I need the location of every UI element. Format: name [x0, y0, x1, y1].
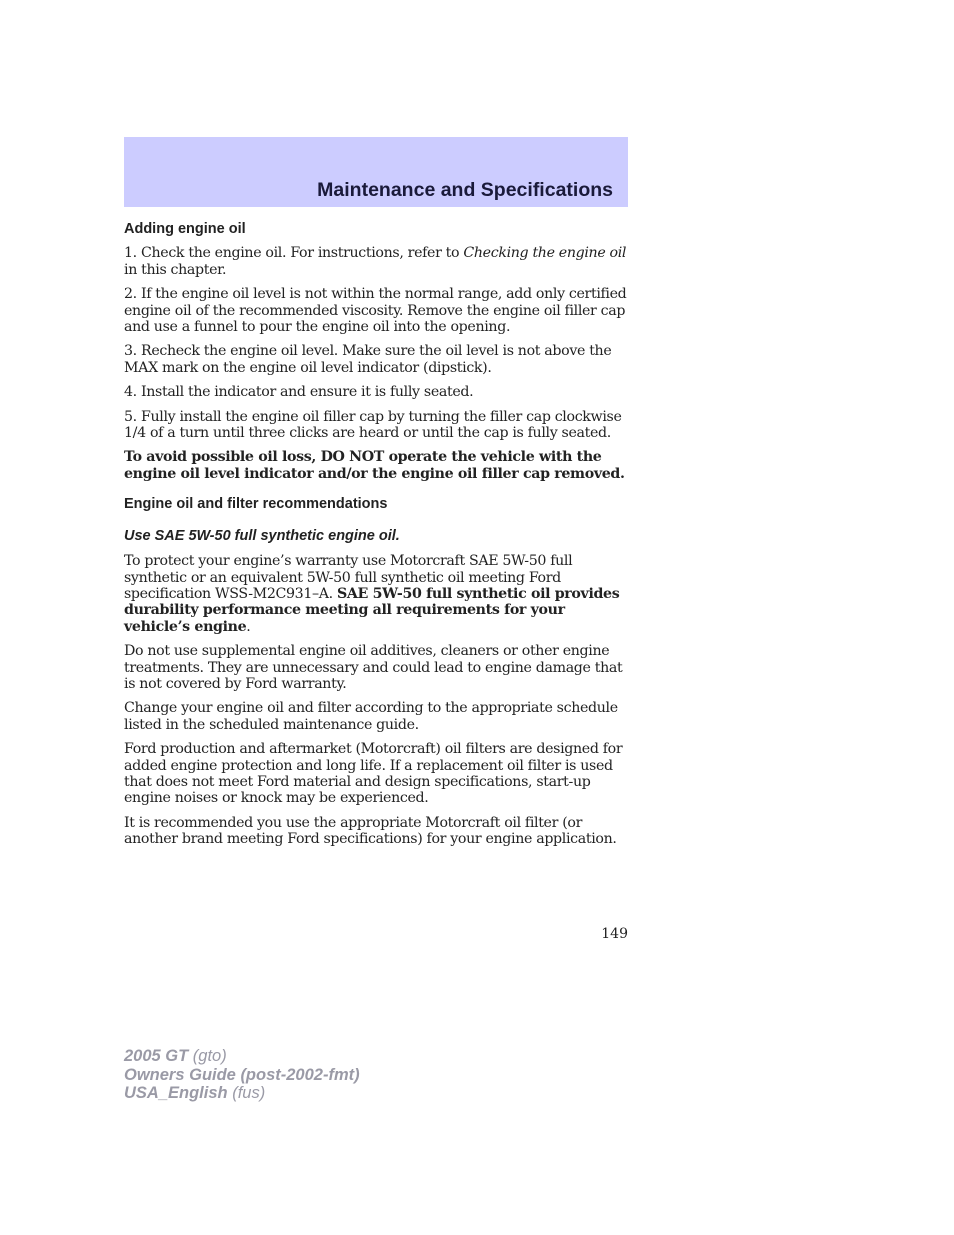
footer-language: USA_English: [124, 1084, 228, 1102]
paragraph-warranty-end: .: [246, 618, 251, 635]
section-header-band: [124, 137, 628, 207]
paragraph-warranty-text: To protect your engine’s warranty use Motorcraft SAE 5W-50 full synthetic or an equivalent 5W-50 full synthetic oil meeting Ford specification WSS-M2C931–A.: [124, 553, 573, 602]
footer-guide: Owners Guide (post-2002-fmt): [124, 1065, 360, 1084]
warning-text: To avoid possible oil loss, DO NOT operate the vehicle with the engine oil level indicator and/or the engine oil filler cap removed.: [124, 449, 625, 482]
paragraph-warranty-bold: SAE 5W-50 full synthetic oil provides durability performance meeting all requirements for your vehicle’s engine: [124, 585, 620, 635]
paragraph-schedule: Change your engine oil and filter according to the appropriate schedule listed in the scheduled maintenance guide.: [124, 700, 618, 733]
paragraph-recommendation: It is recommended you use the appropriate Motorcraft oil filter (or another brand meeting Ford specifications) for your engine application.: [124, 814, 617, 848]
step-1: [124, 245, 628, 278]
subheading-oil-filter-recommendations: Engine oil and filter recommendations: [124, 496, 388, 513]
footer-line-2: [124, 1066, 360, 1085]
step-1-reference: Checking the engine oil: [463, 245, 627, 262]
document-footer: [124, 1047, 360, 1103]
oil-callout: Use SAE 5W-50 full synthetic engine oil.: [124, 527, 400, 544]
step-5: 5. Fully install the engine oil filler cap by turning the filler cap clockwise 1/4 of a turn until three clicks are heard or until the cap is fully seated.: [124, 408, 622, 442]
paragraph-filters: Ford production and aftermarket (Motorcraft) oil filters are designed for added engine protection and long life. If a replacement oil filter is used that does not meet Ford material and design specifications, start-up engine noises or knock may be experienced.: [124, 741, 623, 807]
paragraph-additives: Do not use supplemental engine oil additives, cleaners or other engine treatments. They are unnecessary and could lead to engine damage that is not covered by Ford warranty.: [124, 643, 623, 692]
footer-line-1: [124, 1047, 360, 1066]
footer-model-code: (gto): [188, 1047, 227, 1065]
paragraph-warranty: [124, 553, 628, 635]
footer-line-3: [124, 1084, 360, 1103]
footer-model: 2005 GT: [124, 1047, 189, 1065]
step-2: 2. If the engine oil level is not within the normal range, add only certified engine oil of the recommended viscosity. Remove the engine oil filler cap and use a funnel to pour the engine oil into the opening.: [124, 286, 627, 336]
step-1-text: 1. Check the engine oil. For instructions, refer to: [124, 245, 464, 262]
step-4: 4. Install the indicator and ensure it is fully seated.: [124, 384, 474, 401]
step-1-text-end: in this chapter.: [124, 261, 227, 278]
subheading-adding-engine-oil: Adding engine oil: [124, 221, 246, 237]
page-number: 149: [601, 926, 628, 942]
page-content: [124, 220, 628, 848]
section-title: Maintenance and Specifications: [317, 179, 613, 201]
step-3: 3. Recheck the engine oil level. Make sure the oil level is not above the MAX mark on the engine oil level indicator (dipstick).: [124, 343, 612, 376]
footer-language-code: (fus): [227, 1084, 266, 1102]
